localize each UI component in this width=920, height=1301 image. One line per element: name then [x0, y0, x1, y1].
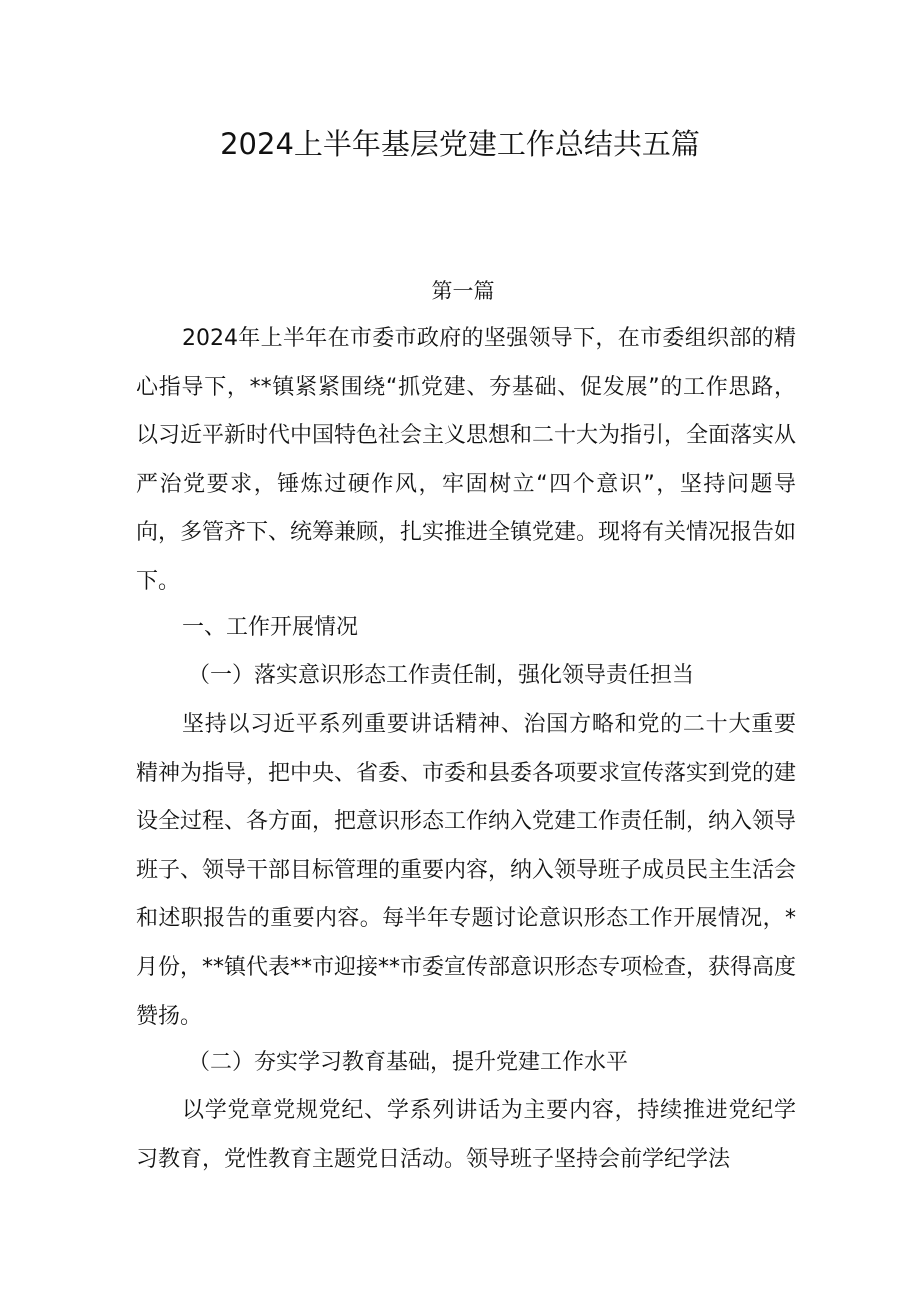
document-title: 2024上半年基层党建工作总结共五篇	[220, 127, 700, 161]
heading-work-status: 一、工作开展情况	[182, 615, 359, 640]
paragraph-study-education: 以学党章党规党纪、学系列讲话为主要内容，持续推进党纪学习教育，党性教育主题党日活动。领导班子坚持会前学纪学法	[136, 1098, 796, 1172]
section-title: 第一篇	[431, 279, 495, 303]
intro-paragraph: 2024年上半年在市委市政府的坚强领导下，在市委组织部的精心指导下，**镇紧紧围绕“抓党建、夯基础、促发展”的工作思路，以习近平新时代中国特色社会主义思想和二十大为指引，全面落实从严治党要求，锤炼过硬作风，牢固树立“四个意识”，坚持问题导向，多管齐下、统筹兼顾，扎实推进全镇党建。现将有关情况报告如下。	[136, 326, 797, 594]
subheading-ideology-responsibility: （一）落实意识形态工作责任制，强化领导责任担当	[188, 663, 695, 688]
paragraph-ideology-responsibility: 坚持以习近平系列重要讲话精神、治国方略和党的二十大重要精神为指导，把中央、省委、市委和县委各项要求宣传落实到党的建设全过程、各方面，把意识形态工作纳入党建工作责任制，纳入领导班子、领导干部目标管理的重要内容，纳入领导班子成员民主生活会和述职报告的重要内容。每半年专题讨论意识形态工作开展情况，*月份，**镇代表**市迎接**市委宣传部意识形态专项检查，获得高度赞扬。	[136, 712, 797, 1029]
subheading-study-education: （二）夯实学习教育基础，提升党建工作水平	[188, 1050, 629, 1075]
